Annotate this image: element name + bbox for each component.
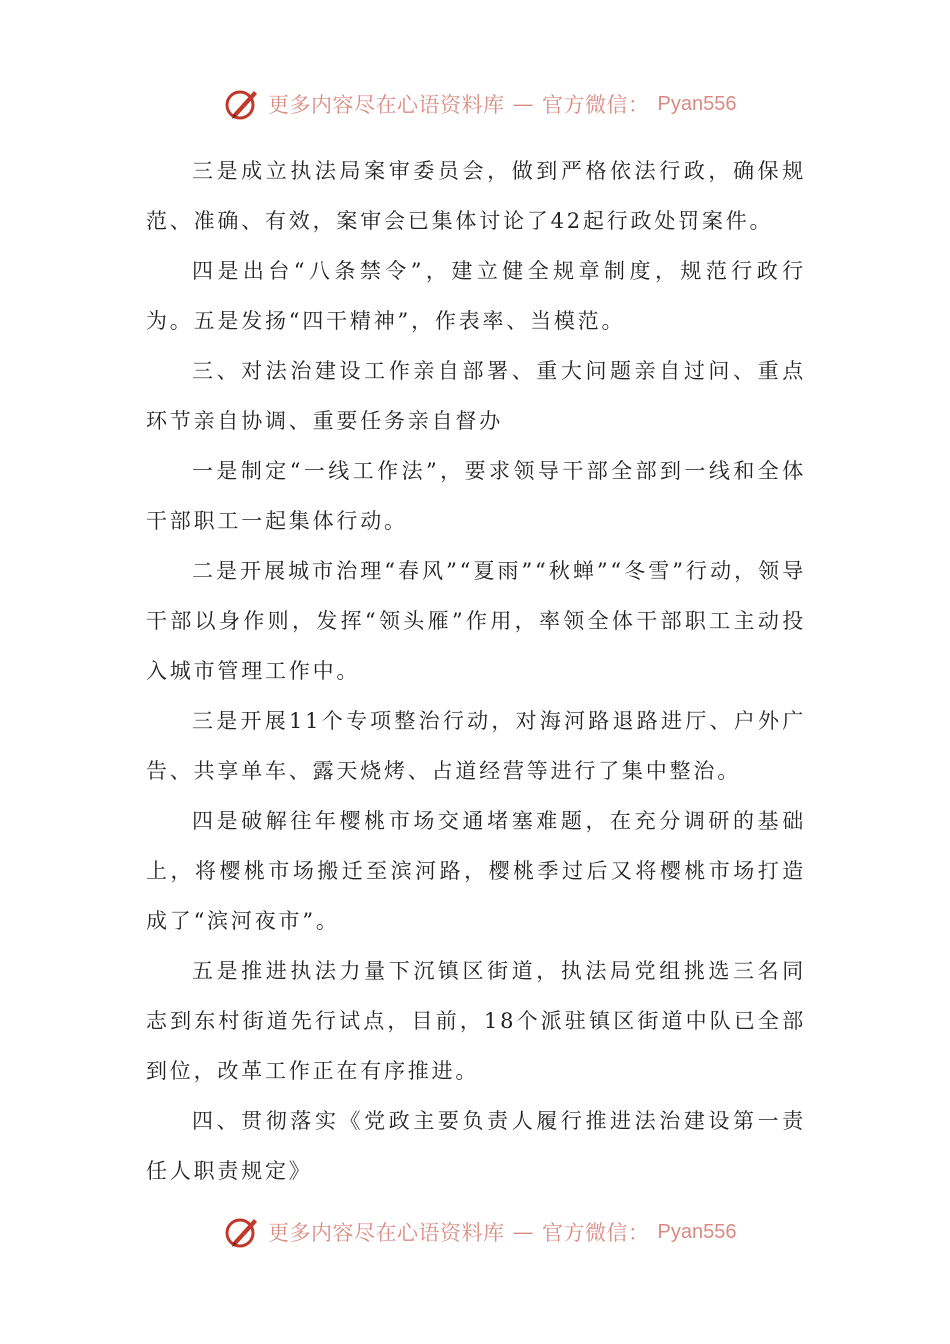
footer-watermark (224, 1212, 744, 1252)
paragraph-2: 四是出台“八条禁令”，建立健全规章制度，规范行政行为。五是发扬“四干精神”，作表率、当模范。 (146, 259, 806, 333)
watermark-contact-label: 官方微信： (542, 1221, 650, 1245)
watermark-contact-id: Pyan556 (657, 1220, 737, 1243)
section-heading-3: 三、对法治建设工作亲自部署、重大问题亲自过问、重点环节亲自协调、重要任务亲自督办 (146, 359, 806, 433)
paragraph-6: 三是开展11个专项整治行动，对海河路退路进厅、户外广告、共享单车、露天烧烤、占道经营等进行了集中整治。 (146, 709, 806, 783)
pen-logo-icon (224, 1214, 260, 1250)
paragraph-5: 二是开展城市治理“春风”“夏雨”“秋蝉”“冬雪”行动，领导干部以身作则，发挥“领头雁”作用，率领全体干部职工主动投入城市管理工作中。 (146, 559, 806, 683)
header-watermark (224, 84, 744, 124)
watermark-separator: — (512, 92, 534, 116)
paragraph-1: 三是成立执法局案审委员会，做到严格依法行政，确保规范、准确、有效，案审会已集体讨论了42起行政处罚案件。 (146, 159, 806, 233)
watermark-contact-label: 官方微信： (542, 93, 650, 117)
watermark-brand-text: 更多内容尽在心语资料库 (268, 1221, 505, 1245)
document-body (146, 146, 806, 1196)
section-heading-4: 四、贯彻落实《党政主要负责人履行推进法治建设第一责任人职责规定》 (146, 1109, 806, 1183)
paragraph-4: 一是制定“一线工作法”，要求领导干部全部到一线和全体干部职工一起集体行动。 (146, 459, 806, 533)
watermark-contact-id: Pyan556 (657, 92, 737, 115)
pen-logo-icon (224, 86, 260, 122)
paragraph-7: 四是破解往年樱桃市场交通堵塞难题，在充分调研的基础上，将樱桃市场搬迁至滨河路，樱桃季过后又将樱桃市场打造成了“滨河夜市”。 (146, 809, 806, 933)
watermark-separator: — (512, 1220, 534, 1244)
watermark-brand-text: 更多内容尽在心语资料库 (268, 93, 505, 117)
paragraph-8: 五是推进执法力量下沉镇区街道，执法局党组挑选三名同志到东村街道先行试点，目前，18个派驻镇区街道中队已全部到位，改革工作正在有序推进。 (146, 959, 806, 1083)
